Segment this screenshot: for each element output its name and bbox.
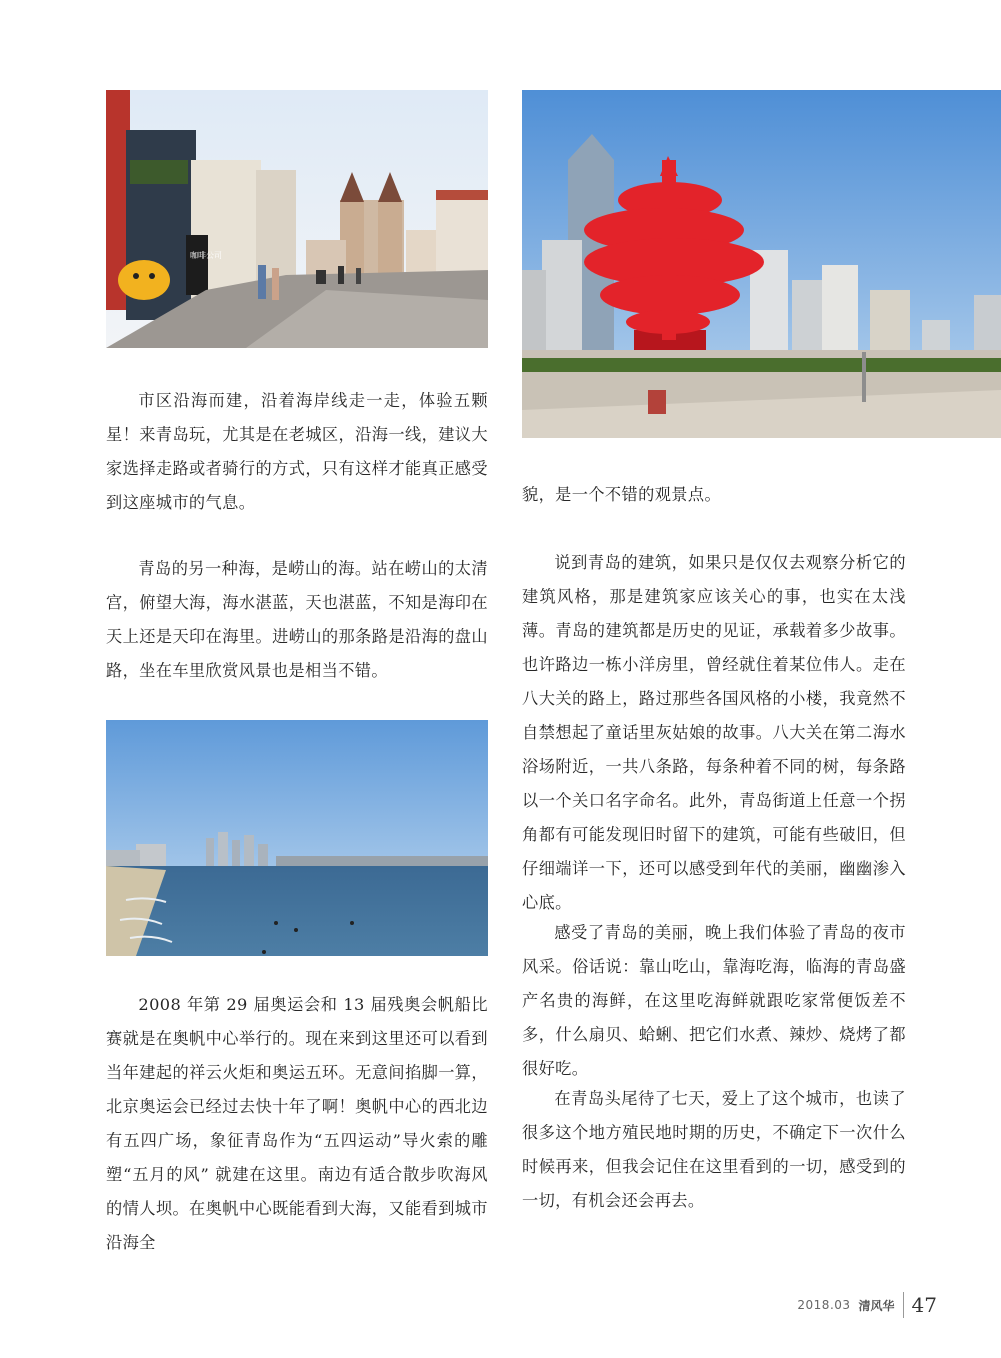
sea-skyline-photo [106,720,488,956]
old-town-street-image [106,90,488,348]
may-wind-sculpture-photo [522,90,1001,438]
sea-skyline-image [106,720,488,956]
old-town-street-photo [106,90,488,348]
paragraph-laoshan-sea: 青岛的另一种海，是崂山的海。站在崂山的太清宫，俯望大海，海水湛蓝，天也湛蓝，不知是海印在天上还是天印在海里。进崂山的那条路是沿海的盘山路，坐在车里欣赏风景也是相当不错。 [106,559,488,680]
may-wind-sculpture-image [522,90,1001,438]
paragraph-coastline: 市区沿海而建，沿着海岸线走一走，体验五颗星！来青岛玩，尤其是在老城区，沿海一线，建议大家选择走路或者骑行的方式，只有这样才能真正感受到这座城市的气息。 [106,391,488,512]
magazine-brand: 清风华 [858,1298,895,1313]
paragraph-viewpoint-continued: 貌，是一个不错的观景点。 [522,485,722,504]
paragraph-olympic-sailing: 2008 年第 29 届奥运会和 13 届残奥会帆船比赛就是在奥帆中心举行的。现在来到这里还可以看到当年建起的祥云火炬和奥运五环。无意间掐脚一算，北京奥运会已经过去快十年了啊！奥帆中心的西北边有五四广场，象征青岛作为“五四运动”导火索的雕塑“五月的风” 就建在这里。南边有适合散步吹海风的情人坝。在奥帆中心既能看到大海，又能看到城市沿海全 [106,995,488,1252]
footer-divider [903,1292,904,1318]
paragraph-architecture: 说到青岛的建筑，如果只是仅仅去观察分析它的建筑风格，那是建筑家应该关心的事，也实在太浅薄。青岛的建筑都是历史的见证，承载着多少故事。也许路边一栋小洋房里，曾经就住着某位伟人。走在八大关的路上，路过那些各国风格的小楼，我竟然不自禁想起了童话里灰姑娘的故事。八大关在第二海水浴场附近，一共八条路，每条种着不同的树，每条路以一个关口名字命名。此外，青岛街道上任意一个拐角都有可能发现旧时留下的建筑，可能有些破旧，但仔细端详一下，还可以感受到年代的美丽，幽幽渗入心底。 [522,553,906,912]
page-footer [797,1292,937,1318]
issue-date: 2018.03 [797,1298,851,1312]
paragraph-farewell: 在青岛头尾待了七天，爱上了这个城市，也读了很多这个地方殖民地时期的历史，不确定下一次什么时候再来，但我会记住在这里看到的一切，感受到的一切，有机会还会再去。 [522,1089,906,1210]
street-sign-text: 咖啡公司 [190,251,222,260]
paragraph-night-market: 感受了青岛的美丽，晚上我们体验了青岛的夜市风采。俗话说：靠山吃山，靠海吃海，临海的青岛盛产名贵的海鲜，在这里吃海鲜就跟吃家常便饭差不多，什么扇贝、蛤蜊、把它们水煮、辣炒、烧烤了都很好吃。 [522,923,906,1078]
page-number: 47 [911,1293,937,1317]
